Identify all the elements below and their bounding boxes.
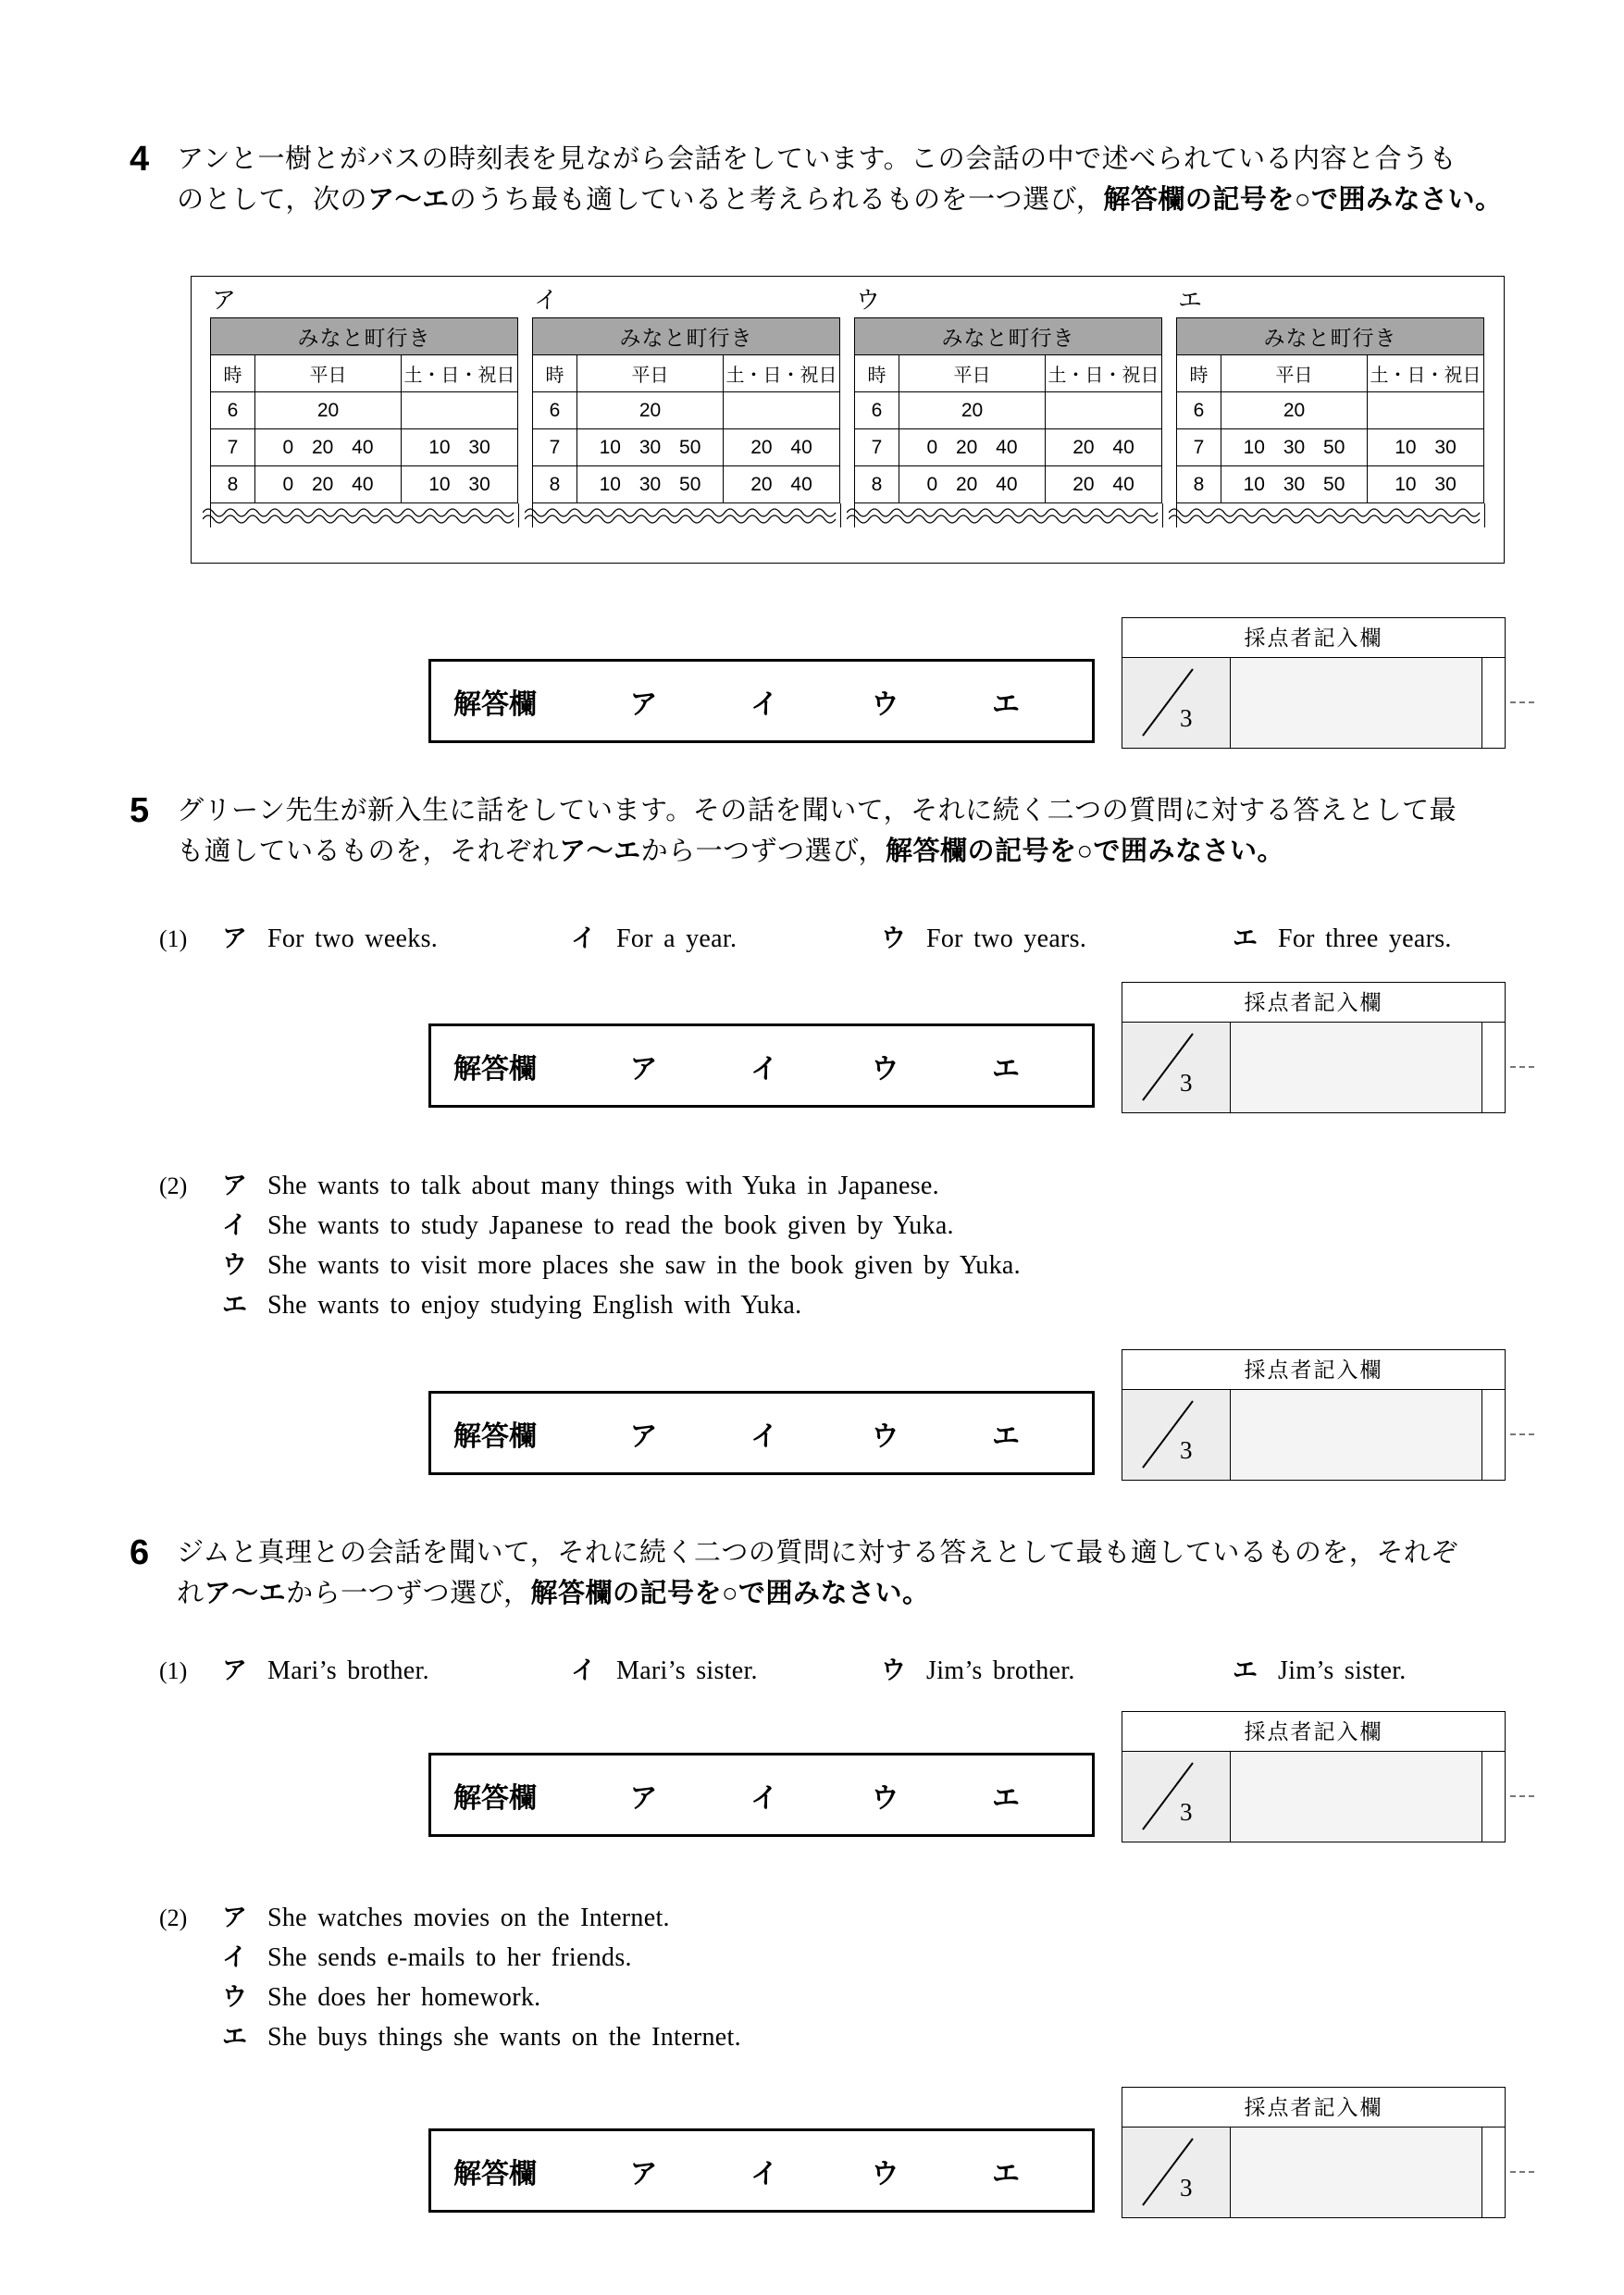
bus-timetable	[532, 317, 840, 503]
answer-option-a[interactable]: ア	[629, 1420, 658, 1452]
weekday-cell: 10 30 50	[577, 429, 724, 466]
option-letter: イ	[222, 1211, 247, 1239]
q5-2-options	[159, 1165, 1506, 1324]
option-e	[1233, 1650, 1506, 1686]
option-a	[222, 1650, 571, 1686]
grader-title: 採点者記入欄	[1244, 1358, 1383, 1382]
grader-box	[1122, 617, 1506, 749]
option-letter: エ	[1233, 1656, 1258, 1684]
grader-end-cell	[1481, 2128, 1505, 2217]
hour-cell: 6	[1177, 392, 1221, 429]
answer-option-u[interactable]: ウ	[871, 688, 899, 720]
hour-cell: 7	[533, 429, 577, 466]
option-text: For two years.	[926, 924, 1087, 953]
q6-text-seg: から一つずつ選び，	[286, 1579, 531, 1608]
hour-cell: 7	[1177, 429, 1221, 466]
timetable-label: エ	[1178, 286, 1203, 314]
answer-option-a[interactable]: ア	[629, 1782, 658, 1814]
table-row	[533, 392, 840, 429]
q5-text-seg-bold: 解答欄の記号を○で囲みなさい。	[886, 837, 1285, 866]
answer-option-e[interactable]: エ	[992, 1782, 1020, 1814]
option-letter: ウ	[222, 1251, 247, 1279]
question-4	[130, 139, 1506, 750]
col-header-hour: 時	[211, 355, 255, 392]
hour-cell: 7	[211, 429, 255, 466]
answer-strip-q6-1	[130, 1711, 1506, 1843]
timetable-option-u	[854, 284, 1163, 527]
holiday-cell	[1368, 392, 1484, 429]
q4-text-seg: のとして，次の	[177, 185, 368, 215]
option-text: For three years.	[1278, 924, 1452, 953]
question-5	[130, 790, 1506, 1482]
col-header-holiday: 土・日・祝日	[1368, 355, 1484, 392]
table-row	[855, 429, 1162, 466]
table-row	[211, 466, 518, 503]
table-row	[1177, 429, 1484, 466]
option-letter: エ	[1233, 924, 1258, 952]
option-e	[159, 2016, 1506, 2056]
option-letter: ア	[222, 924, 247, 952]
weekday-cell: 0 20 40	[255, 466, 402, 503]
grader-end-cell	[1481, 1390, 1505, 1480]
answer-option-e[interactable]: エ	[992, 2158, 1020, 2190]
q4-text-seg: のうち最も適していると考えられるものを一つ選び，	[449, 185, 1104, 215]
timetable-option-a	[210, 284, 519, 527]
answer-option-e[interactable]: エ	[992, 1420, 1020, 1452]
option-text: She wants to study Japanese to read the book given by Yuka.	[267, 1211, 954, 1240]
answer-label: 解答欄	[453, 1420, 537, 1452]
option-letter: ア	[222, 1656, 247, 1684]
hour-cell: 8	[533, 466, 577, 503]
weekday-cell: 10 30 50	[1221, 429, 1368, 466]
q5-text-seg: から一つずつ選び，	[640, 837, 886, 866]
answer-label: 解答欄	[453, 688, 537, 720]
option-u	[159, 1245, 1506, 1284]
q6-text-line1: ジムと真理との会話を聞いて，それに続く二つの質問に対する答えとして最も適しているものを，それぞ	[177, 1538, 1458, 1568]
q4-text-line1: アンと一樹とがバスの時刻表を見ながら会話をしています。この会話の中で述べられている内容と合うも	[177, 144, 1457, 174]
answer-box	[428, 1391, 1095, 1475]
col-header-holiday: 土・日・祝日	[724, 355, 840, 392]
question-text	[177, 1532, 1458, 1614]
grader-cells	[1122, 1022, 1505, 1112]
answer-option-e[interactable]: エ	[992, 1053, 1020, 1085]
option-letter: ウ	[881, 1656, 906, 1684]
bus-timetable	[210, 317, 518, 503]
option-e	[159, 1284, 1506, 1324]
answer-strip-q5-1	[130, 982, 1506, 1114]
option-text: She wants to visit more places she saw in the book given by Yuka.	[267, 1251, 1021, 1280]
holiday-cell	[724, 392, 840, 429]
answer-option-u[interactable]: ウ	[871, 2158, 899, 2190]
table-row	[533, 466, 840, 503]
grader-end-cell	[1481, 1752, 1505, 1842]
timetable-label: ア	[212, 286, 237, 314]
grader-title: 採点者記入欄	[1244, 990, 1383, 1014]
bus-timetable	[1176, 317, 1484, 503]
wave-break-icon	[847, 506, 1171, 527]
answer-strip-q5-2	[130, 1349, 1506, 1482]
weekday-cell: 20	[577, 392, 724, 429]
score-slash-icon	[1122, 658, 1230, 748]
torn-edge	[1176, 503, 1485, 527]
holiday-cell: 10 30	[1368, 429, 1484, 466]
weekday-cell: 0 20 40	[255, 429, 402, 466]
col-header-hour: 時	[1177, 355, 1221, 392]
option-i	[159, 1937, 1506, 1977]
holiday-cell	[1046, 392, 1162, 429]
option-a	[159, 1897, 1506, 1937]
table-title: みなと町行き	[533, 318, 840, 355]
answer-label: 解答欄	[453, 1782, 537, 1814]
holiday-cell: 10 30	[402, 429, 518, 466]
holiday-cell: 10 30	[1368, 466, 1484, 503]
torn-edge	[210, 503, 519, 527]
weekday-cell: 0 20 40	[899, 429, 1046, 466]
option-a	[159, 1165, 1506, 1205]
option-letter: イ	[571, 924, 596, 952]
score-cell	[1122, 658, 1231, 748]
score-cell	[1122, 2128, 1231, 2217]
sub-question-number: (1)	[159, 925, 188, 952]
grader-blank-cell	[1231, 1752, 1481, 1842]
answer-box	[428, 659, 1095, 743]
answer-option-e[interactable]: エ	[992, 688, 1020, 720]
answer-option-a[interactable]: ア	[629, 688, 658, 720]
holiday-cell: 10 30	[402, 466, 518, 503]
grader-title: 採点者記入欄	[1244, 1719, 1383, 1743]
grader-end-cell	[1481, 1023, 1505, 1112]
option-a	[222, 918, 571, 954]
score-slash-icon	[1122, 1023, 1230, 1112]
question-number: 6	[130, 1533, 150, 1572]
hour-cell: 6	[533, 392, 577, 429]
answer-strip-q6-2	[130, 2087, 1506, 2219]
col-header-holiday: 土・日・祝日	[1046, 355, 1162, 392]
holiday-cell: 20 40	[724, 466, 840, 503]
q4-text-seg-bold: 解答欄の記号を○で囲みなさい。	[1103, 185, 1503, 215]
answer-box	[428, 1023, 1095, 1108]
sub-question-number: (2)	[159, 1904, 188, 1931]
table-title: みなと町行き	[211, 318, 518, 355]
col-header-weekday: 平日	[577, 355, 724, 392]
grader-cells	[1122, 657, 1505, 748]
option-text: She does her homework.	[267, 1983, 541, 2012]
option-text: Mari’s brother.	[267, 1656, 429, 1685]
option-letter: エ	[222, 1291, 247, 1319]
table-row	[1177, 466, 1484, 503]
hour-cell: 8	[211, 466, 255, 503]
option-u	[159, 1977, 1506, 2016]
bus-timetable	[854, 317, 1162, 503]
score-max: 3	[1180, 1436, 1193, 1464]
question-6	[130, 1532, 1506, 2219]
option-letter: イ	[571, 1656, 596, 1684]
hour-cell: 6	[211, 392, 255, 429]
q5-text-seg: も適しているものを，それぞれ	[177, 837, 560, 866]
table-row	[1177, 392, 1484, 429]
q6-1-options	[159, 1650, 1506, 1686]
score-cell	[1122, 1752, 1231, 1842]
col-header-hour: 時	[533, 355, 577, 392]
option-i	[571, 918, 881, 954]
col-header-weekday: 平日	[899, 355, 1046, 392]
answer-box	[428, 2128, 1095, 2213]
table-title: みなと町行き	[1177, 318, 1484, 355]
score-max: 3	[1180, 1069, 1193, 1097]
col-header-weekday: 平日	[1221, 355, 1368, 392]
grader-title: 採点者記入欄	[1244, 626, 1383, 650]
grader-box	[1122, 1349, 1506, 1481]
grader-blank-cell	[1231, 658, 1481, 748]
option-text: She buys things she wants on the Internet.	[267, 2023, 741, 2052]
table-row	[211, 392, 518, 429]
weekday-cell: 20	[255, 392, 402, 429]
col-header-holiday: 土・日・祝日	[402, 355, 518, 392]
answer-option-i[interactable]: イ	[750, 2158, 778, 2190]
hour-cell: 6	[855, 392, 899, 429]
grader-blank-cell	[1231, 1023, 1481, 1112]
grader-box	[1122, 982, 1506, 1113]
option-letter: エ	[222, 2023, 247, 2051]
option-i	[159, 1205, 1506, 1245]
answer-option-a[interactable]: ア	[629, 2158, 658, 2190]
question-number: 4	[130, 140, 150, 179]
option-letter: ア	[222, 1172, 247, 1199]
grader-cells	[1122, 2127, 1505, 2217]
sub-question-number: (1)	[159, 1657, 188, 1684]
question-number: 5	[130, 791, 150, 830]
timetable-panel	[191, 276, 1505, 564]
wave-break-icon	[525, 506, 849, 527]
option-letter: ウ	[881, 924, 906, 952]
weekday-cell: 10 30 50	[1221, 466, 1368, 503]
option-i	[571, 1650, 881, 1686]
torn-edge	[532, 503, 841, 527]
score-slash-icon	[1122, 1752, 1230, 1842]
q6-2-options	[159, 1897, 1506, 2056]
answer-label: 解答欄	[453, 1053, 537, 1085]
option-text: She wants to talk about many things with Yuka in Japanese.	[267, 1172, 939, 1200]
q6-text-seg: れ	[177, 1579, 205, 1608]
answer-option-i[interactable]: イ	[750, 1782, 778, 1814]
answer-option-i[interactable]: イ	[750, 1053, 778, 1085]
score-cell	[1122, 1023, 1231, 1112]
q5-text-seg-bold: ア～エ	[559, 837, 641, 866]
torn-edge	[854, 503, 1163, 527]
table-row	[533, 429, 840, 466]
option-letter: ウ	[222, 1983, 247, 2011]
q5-1-options	[159, 918, 1506, 954]
answer-strip-q4	[130, 617, 1506, 750]
timetable-option-e	[1176, 284, 1485, 527]
answer-option-u[interactable]: ウ	[871, 1420, 899, 1452]
option-text: Jim’s brother.	[926, 1656, 1075, 1685]
table-title: みなと町行き	[855, 318, 1162, 355]
hour-cell: 7	[855, 429, 899, 466]
weekday-cell: 10 30 50	[577, 466, 724, 503]
answer-box	[428, 1753, 1095, 1837]
answer-option-i[interactable]: イ	[750, 1420, 778, 1452]
answer-option-u[interactable]: ウ	[871, 1053, 899, 1085]
grader-cells	[1122, 1751, 1505, 1842]
score-max: 3	[1180, 2174, 1193, 2202]
grader-box	[1122, 2087, 1506, 2218]
option-text: She sends e-mails to her friends.	[267, 1943, 632, 1972]
wave-break-icon	[1169, 506, 1493, 527]
option-e	[1233, 918, 1506, 954]
option-letter: イ	[222, 1943, 247, 1971]
grader-box	[1122, 1711, 1506, 1842]
hour-cell: 8	[855, 466, 899, 503]
grader-blank-cell	[1231, 2128, 1481, 2217]
holiday-cell: 20 40	[1046, 466, 1162, 503]
score-max: 3	[1180, 1798, 1193, 1826]
answer-option-u[interactable]: ウ	[871, 1782, 899, 1814]
q6-text-seg-bold: 解答欄の記号を○で囲みなさい。	[530, 1579, 930, 1608]
grader-blank-cell	[1231, 1390, 1481, 1480]
q5-text-line1: グリーン先生が新入生に話をしています。その話を聞いて，それに続く二つの質問に対する答えとして最	[177, 796, 1457, 825]
timetable-label: イ	[534, 286, 559, 314]
weekday-cell: 0 20 40	[899, 466, 1046, 503]
grader-end-cell	[1481, 658, 1505, 748]
answer-option-i[interactable]: イ	[750, 688, 778, 720]
question-text	[177, 790, 1457, 872]
option-text: For a year.	[616, 924, 738, 953]
col-header-weekday: 平日	[255, 355, 402, 392]
option-text: Mari’s sister.	[616, 1656, 758, 1685]
q4-text-seg-bold: ア～エ	[367, 185, 450, 215]
score-cell	[1122, 1390, 1231, 1480]
score-max: 3	[1180, 704, 1193, 732]
weekday-cell: 20	[1221, 392, 1368, 429]
col-header-hour: 時	[855, 355, 899, 392]
question-text	[177, 139, 1502, 220]
table-row	[855, 466, 1162, 503]
option-letter: ア	[222, 1904, 247, 1931]
q6-text-seg-bold: ア～エ	[204, 1579, 287, 1608]
grader-title: 採点者記入欄	[1244, 2095, 1383, 2119]
timetable-option-i	[532, 284, 841, 527]
option-text: She watches movies on the Internet.	[267, 1904, 670, 1932]
grader-cells	[1122, 1389, 1505, 1480]
holiday-cell: 20 40	[724, 429, 840, 466]
score-slash-icon	[1122, 1390, 1230, 1480]
table-row	[855, 392, 1162, 429]
weekday-cell: 20	[899, 392, 1046, 429]
answer-label: 解答欄	[453, 2158, 537, 2190]
option-text: For two weeks.	[267, 924, 439, 953]
option-text: Jim’s sister.	[1278, 1656, 1407, 1685]
hour-cell: 8	[1177, 466, 1221, 503]
table-row	[211, 429, 518, 466]
sub-question-number: (2)	[159, 1172, 188, 1199]
score-slash-icon	[1122, 2128, 1230, 2217]
option-u	[881, 1650, 1233, 1686]
option-text: She wants to enjoy studying English with Yuka.	[267, 1291, 802, 1320]
holiday-cell: 20 40	[1046, 429, 1162, 466]
timetable-label: ウ	[856, 286, 881, 314]
holiday-cell	[402, 392, 518, 429]
option-u	[881, 918, 1233, 954]
answer-option-a[interactable]: ア	[629, 1053, 658, 1085]
wave-break-icon	[203, 506, 527, 527]
